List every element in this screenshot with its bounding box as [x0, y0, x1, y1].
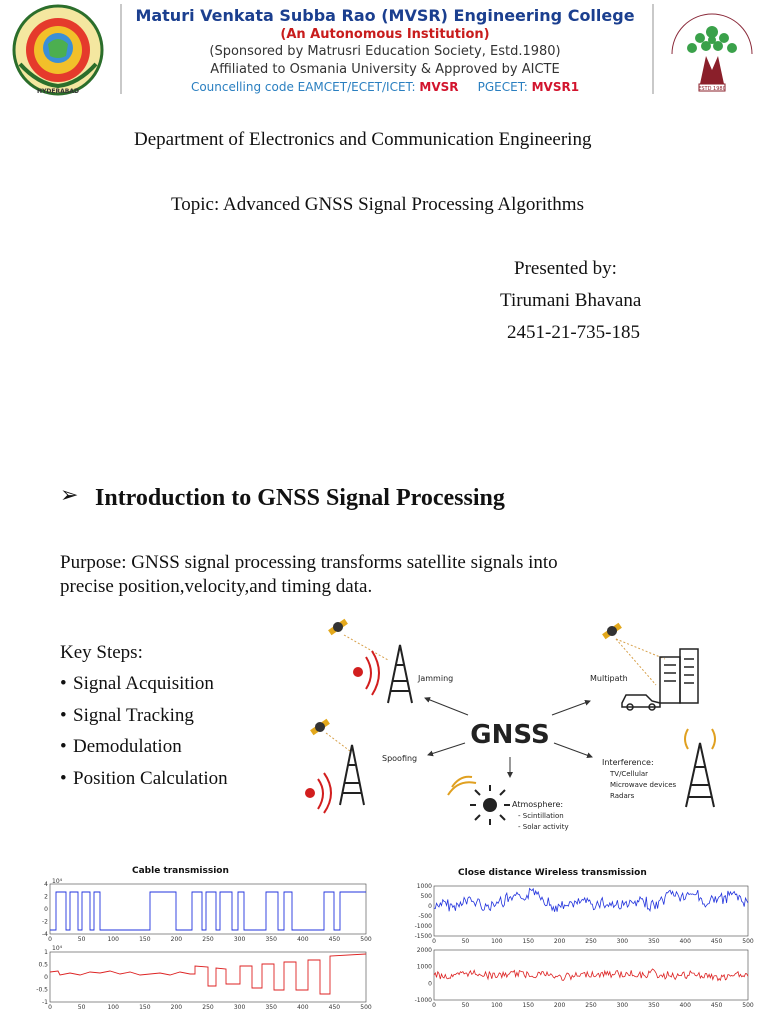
svg-text:Microwave devices: Microwave devices	[610, 781, 677, 789]
list-item: • Demodulation	[60, 736, 182, 757]
tick-label: 50	[77, 936, 86, 943]
wireless-signal-line	[434, 969, 748, 981]
department-title: Department of Electronics and Communication Engineering	[134, 129, 592, 150]
presenter-id: 2451-21-735-185	[507, 322, 640, 343]
tick-label: 350	[648, 1002, 660, 1009]
y-ticks	[42, 881, 48, 938]
gnss-center-label: GNSS	[470, 720, 550, 750]
tick-label: 0	[428, 980, 432, 988]
tick-label: 250	[202, 936, 214, 943]
tick-label: 250	[202, 1004, 214, 1011]
tick-label: 0	[44, 906, 48, 913]
tick-label: 0	[432, 1002, 436, 1009]
svg-text:- Solar activity: - Solar activity	[518, 823, 569, 831]
cable-signal-line	[50, 892, 366, 930]
satellite-icon	[601, 621, 623, 641]
logo-estd: ESTD 1980	[698, 86, 726, 92]
tick-label: 350	[265, 936, 277, 943]
sponsored-line: (Sponsored by Matrusri Education Society, Estd.1980)	[209, 44, 561, 59]
tick-label: 350	[648, 938, 660, 945]
tick-label: 200	[170, 1004, 183, 1011]
tick-label: 350	[265, 1004, 277, 1011]
tick-label: 150	[522, 938, 534, 945]
tick-label: 400	[297, 1004, 309, 1011]
arrow-bullet-icon: ➢	[60, 482, 79, 507]
y-ticks	[415, 883, 433, 940]
tick-label: 1000	[416, 883, 432, 890]
college-name: Maturi Venkata Subba Rao (MVSR) Engineering College	[135, 6, 635, 25]
tick-label: 0	[48, 936, 52, 943]
buildings-icon	[622, 649, 698, 710]
step-label: Signal Acquisition	[73, 673, 214, 694]
sun-icon	[448, 777, 510, 825]
tick-label: 0.5	[38, 961, 48, 969]
tick-label: 300	[616, 1002, 629, 1009]
tower-icon	[686, 743, 714, 807]
purpose-text: Purpose: GNSS signal processing transforms satellite signals into	[60, 552, 558, 573]
tick-label: 200	[170, 936, 183, 943]
topic-title: Topic: Advanced GNSS Signal Processing Algorithms	[171, 194, 584, 215]
wireless-chart-title: Close distance Wireless transmission	[458, 868, 647, 878]
exp-label: 10⁴	[52, 945, 63, 952]
list-item: • Position Calculation	[60, 768, 228, 789]
tick-label: 100	[107, 1004, 119, 1011]
tick-label: 0	[428, 903, 432, 910]
wireless-signal-line	[434, 889, 748, 912]
pgecet-code: MVSR1	[531, 80, 580, 94]
tick-label: -1000	[414, 923, 432, 930]
tick-label: 1000	[416, 963, 432, 971]
tick-label: 450	[328, 936, 341, 943]
tick-label: 4	[44, 881, 48, 888]
tick-label: 100	[491, 938, 503, 945]
pgecet-label: PGECET:	[477, 80, 528, 94]
tick-label: -1	[42, 999, 48, 1006]
college-header	[0, 0, 768, 110]
purpose-text: precise position,velocity,and timing data.	[60, 576, 373, 597]
tick-label: 50	[461, 938, 470, 945]
tick-label: 500	[742, 938, 754, 945]
tick-label: 50	[77, 1004, 86, 1011]
counselling-label: Councelling code EAMCET/ECET/ICET:	[190, 80, 416, 94]
tick-label: 100	[107, 936, 119, 943]
tick-label: 500	[360, 936, 372, 943]
presented-by-label: Presented by:	[514, 258, 617, 279]
tower-icon	[340, 745, 364, 805]
tick-label: 200	[553, 938, 566, 945]
tick-label: 2	[44, 893, 48, 901]
tick-label: 150	[522, 1002, 534, 1009]
tick-label: 300	[233, 1004, 246, 1011]
section-heading: Introduction to GNSS Signal Processing	[95, 485, 505, 511]
list-item: • Signal Tracking	[60, 705, 194, 726]
step-label: Signal Tracking	[73, 705, 194, 726]
tick-label: 50	[461, 1002, 470, 1009]
step-label: Position Calculation	[73, 768, 228, 789]
exp-label: 10⁴	[52, 878, 63, 885]
svg-text:Radars: Radars	[610, 792, 635, 800]
tick-label: 1	[44, 949, 48, 956]
tick-label: -1500	[414, 933, 432, 940]
tick-label: 250	[585, 938, 597, 945]
y-ticks	[36, 949, 48, 1006]
logo-city: HYDERABAD	[37, 88, 79, 95]
list-item: • Signal Acquisition	[60, 673, 214, 694]
tick-label: -500	[418, 913, 432, 920]
svg-text:Atmosphere:: Atmosphere:	[512, 800, 564, 809]
tick-label: 400	[297, 936, 309, 943]
tick-label: 500	[360, 1004, 372, 1011]
tick-label: 300	[233, 936, 246, 943]
cable-chart-title: Cable transmission	[132, 866, 229, 876]
gnss-threats-diagram	[300, 615, 760, 845]
tick-label: 300	[616, 938, 629, 945]
key-steps-label: Key Steps:	[60, 642, 143, 663]
step-label: Demodulation	[73, 736, 182, 757]
tick-label: 450	[710, 938, 723, 945]
tick-label: 2000	[416, 947, 432, 954]
divider	[652, 4, 654, 94]
tick-label: 200	[553, 1002, 566, 1009]
tick-label: 500	[420, 893, 432, 900]
svg-text:- Scintillation: - Scintillation	[518, 812, 564, 820]
presenter-name: Tirumani Bhavana	[500, 290, 642, 311]
autonomous-line: (An Autonomous Institution)	[280, 27, 490, 42]
signal-charts	[30, 876, 768, 1024]
counselling-line	[120, 80, 650, 94]
society-logo-icon	[662, 4, 762, 98]
tick-label: -2	[42, 918, 48, 926]
tick-label: 0	[48, 1004, 52, 1011]
affiliated-line: Affiliated to Osmania University & Approved by AICTE	[210, 62, 560, 77]
svg-text:Multipath: Multipath	[590, 674, 628, 683]
tick-label: -0.5	[36, 986, 48, 994]
college-logo-icon	[8, 4, 108, 96]
x-ticks	[432, 1002, 754, 1009]
tick-label: 150	[139, 1004, 151, 1011]
tick-label: 100	[491, 1002, 503, 1009]
tick-label: 400	[679, 938, 691, 945]
svg-text:Interference:: Interference:	[602, 758, 654, 767]
cable-signal-line	[50, 954, 366, 994]
tick-label: 500	[742, 1002, 754, 1009]
svg-text:TV/Cellular: TV/Cellular	[610, 770, 649, 778]
tick-label: 250	[585, 1002, 597, 1009]
counselling-code: MVSR	[419, 80, 459, 94]
x-ticks	[48, 936, 372, 943]
tick-label: 0	[44, 974, 48, 981]
tick-label: -4	[42, 931, 48, 938]
tick-label: -1000	[414, 997, 432, 1004]
x-ticks	[432, 938, 754, 945]
tower-icon	[388, 645, 412, 703]
x-ticks	[48, 1004, 372, 1011]
y-ticks	[415, 947, 433, 1004]
svg-text:Jamming: Jamming	[418, 674, 454, 683]
tick-label: 450	[710, 1002, 723, 1009]
tick-label: 400	[679, 1002, 691, 1009]
tick-label: 450	[328, 1004, 341, 1011]
tick-label: 0	[432, 938, 436, 945]
svg-text:Spoofing: Spoofing	[382, 754, 418, 763]
satellite-icon	[327, 617, 349, 637]
tick-label: 150	[139, 936, 151, 943]
